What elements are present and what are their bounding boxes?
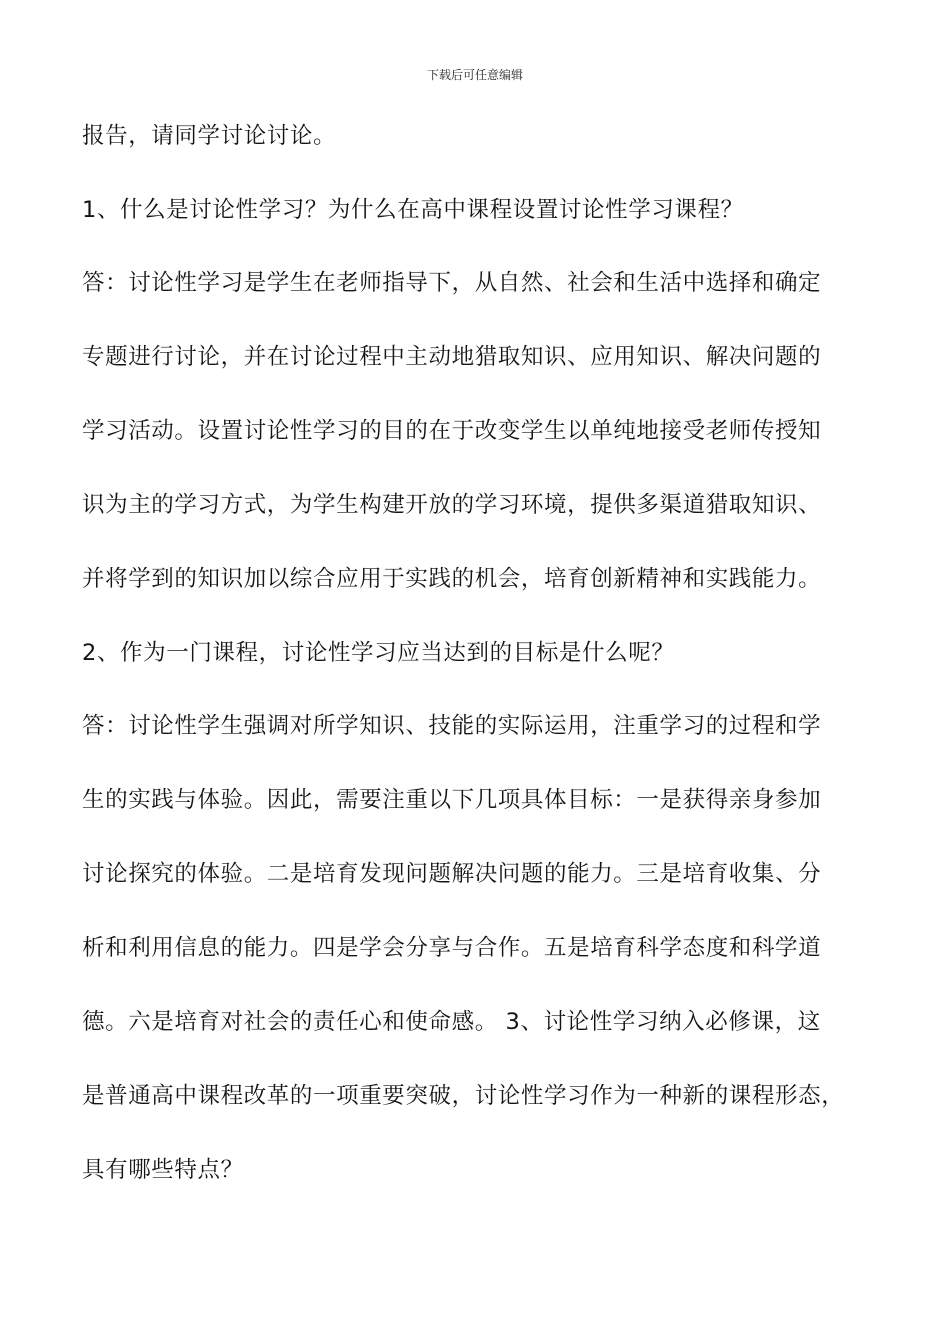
text-line: 德。六是培育对社会的责任心和使命感。 3、讨论性学习纳入必修课，这 [82, 1009, 821, 1035]
text-line: 并将学到的知识加以综合应用于实践的机会，培育创新精神和实践能力。 [82, 566, 822, 592]
text-line: 具有哪些特点？ [82, 1157, 244, 1183]
text-line: 析和利用信息的能力。四是学会分享与合作。五是培育科学态度和科学道 [82, 935, 822, 961]
text-line: 学习活动。设置讨论性学习的目的在于改变学生以单纯地接受老师传授知 [82, 418, 822, 444]
text-line: 生的实践与体验。因此，需要注重以下几项具体目标：一是获得亲身参加 [82, 787, 822, 813]
text-line: 报告，请同学讨论讨论。 [82, 123, 337, 149]
header-note: 下载后可任意编辑 [426, 68, 523, 82]
text-line: 讨论探究的体验。二是培育发现问题解决问题的能力。三是培育收集、分 [82, 861, 822, 887]
answer-line: 答：讨论性学习是学生在老师指导下，从自然、社会和生活中选择和确定 [82, 270, 822, 296]
question-line: 2、作为一门课程，讨论性学习应当达到的目标是什么呢？ [82, 640, 675, 666]
question-line: 1、什么是讨论性学习？为什么在高中课程设置讨论性学习课程？ [82, 197, 744, 223]
answer-line: 答：讨论性学生强调对所学知识、技能的实际运用，注重学习的过程和学 [82, 713, 822, 739]
text-line: 专题进行讨论，并在讨论过程中主动地猎取知识、应用知识、解决问题的 [82, 344, 822, 370]
text-line: 识为主的学习方式，为学生构建开放的学习环境，提供多渠道猎取知识、 [82, 492, 822, 518]
text-line: 是普通高中课程改革的一项重要突破，讨论性学习作为一种新的课程形态， [82, 1083, 845, 1109]
